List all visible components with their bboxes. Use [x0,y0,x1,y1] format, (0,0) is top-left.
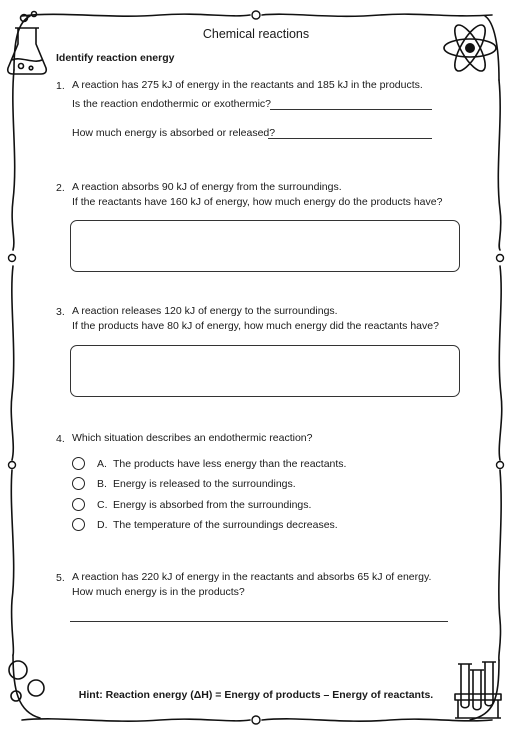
question-2-number: 2. [56,182,65,194]
option-letter: C. [97,498,108,511]
option-letter: A. [97,457,107,470]
question-3-text-2: If the products have 80 kJ of energy, how much energy did the reactants have? [72,320,439,332]
question-1-number: 1. [56,80,65,92]
option-letter: D. [97,518,108,531]
radio-circle-icon[interactable] [72,477,85,490]
question-1-text: A reaction has 275 kJ of energy in the reactants and 185 kJ in the products. [72,79,423,91]
beaker-flask-icon [4,10,50,78]
page-title: Chemical reactions [202,27,310,41]
question-3-text-1: A reaction releases 120 kJ of energy to the surroundings. [72,305,338,317]
radio-circle-icon[interactable] [72,498,85,511]
section-subtitle: Identify reaction energy [56,52,175,64]
question-4-number: 4. [56,433,65,445]
question-5-answer-line[interactable] [70,621,448,622]
question-2-answer-box[interactable] [70,220,460,272]
option-text: The temperature of the surroundings decreases. [113,518,338,531]
question-5-text-2: How much energy is in the products? [72,586,245,598]
question-1-answer-line-type[interactable] [270,109,432,110]
question-4-option-d[interactable] [72,516,338,533]
question-3-number: 3. [56,306,65,318]
option-letter: B. [97,477,107,490]
question-5-number: 5. [56,572,65,584]
question-5-text-1: A reaction has 220 kJ of energy in the reactants and absorbs 65 kJ of energy. [72,571,432,583]
question-1-answer-line-amount[interactable] [268,138,432,139]
option-text: Energy is absorbed from the surroundings. [113,498,312,511]
question-2-text-1: A reaction absorbs 90 kJ of energy from the surroundings. [72,181,342,193]
radio-circle-icon[interactable] [72,518,85,531]
question-4-text: Which situation describes an endothermic reaction? [72,432,313,444]
question-4-option-c[interactable] [72,496,311,513]
question-4-option-b[interactable] [72,475,296,492]
option-text: Energy is released to the surroundings. [113,477,296,490]
hint-text: Hint: Reaction energy (ΔH) = Energy of products – Energy of reactants. [78,689,434,701]
question-4-option-a[interactable] [72,455,346,472]
option-text: The products have less energy than the reactants. [113,457,347,470]
question-1-prompt-amount: How much energy is absorbed or released? [72,127,276,139]
radio-circle-icon[interactable] [72,457,85,470]
question-2-text-2: If the reactants have 160 kJ of energy, how much energy do the products have? [72,196,443,208]
question-3-answer-box[interactable] [70,345,460,397]
question-1-prompt-type: Is the reaction endothermic or exothermic? [72,98,272,110]
